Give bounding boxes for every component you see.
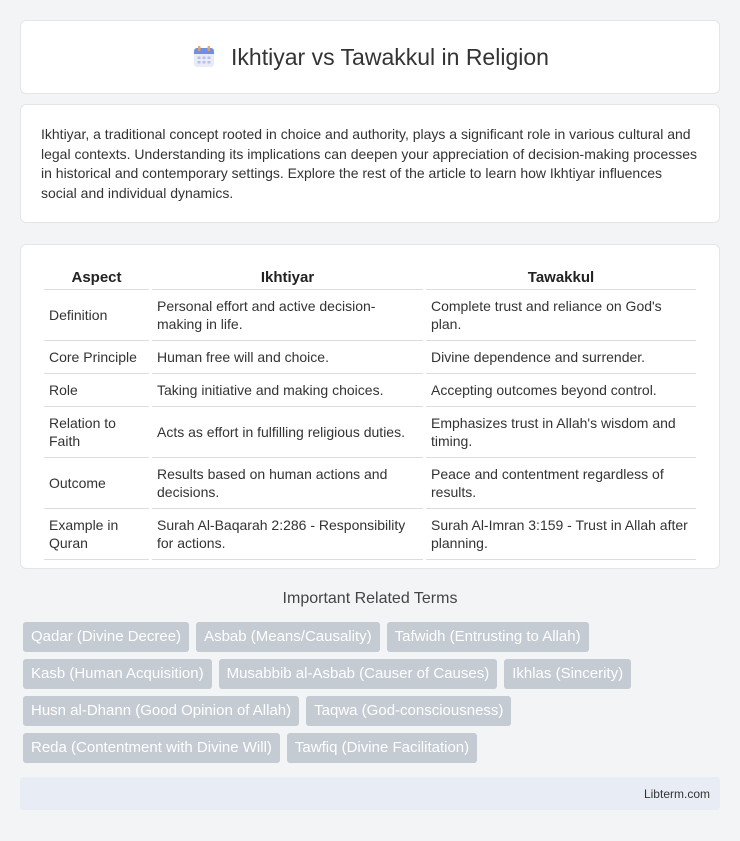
related-terms-list <box>23 622 713 763</box>
header <box>191 44 549 71</box>
cell-tawakkul: Accepting outcomes beyond control. <box>426 374 696 407</box>
cell-tawakkul: Complete trust and reliance on God's plan. <box>426 290 696 341</box>
header-card <box>20 20 720 94</box>
cell-tawakkul: Peace and contentment regardless of results. <box>426 458 696 509</box>
footer-site-link[interactable]: Libterm.com <box>643 786 710 801</box>
related-term-tag[interactable]: Qadar (Divine Decree) <box>23 622 189 652</box>
comparison-table <box>41 265 699 560</box>
cell-ikhtiyar: Personal effort and active decision-making in life. <box>152 290 423 341</box>
table-row <box>44 341 696 374</box>
related-terms-title: Important Related Terms <box>282 590 458 607</box>
related-term-tag[interactable]: Kasb (Human Acquisition) <box>23 659 212 689</box>
footer <box>20 777 720 810</box>
cell-aspect: Definition <box>44 290 149 341</box>
cell-aspect: Example in Quran <box>44 509 149 560</box>
table-row <box>44 290 696 341</box>
cell-ikhtiyar: Acts as effort in fulfilling religious duties. <box>152 407 423 458</box>
related-term-tag[interactable]: Taqwa (God-consciousness) <box>306 696 511 726</box>
cell-tawakkul: Divine dependence and surrender. <box>426 341 696 374</box>
related-term-tag[interactable]: Musabbib al-Asbab (Causer of Causes) <box>219 659 498 689</box>
related-term-tag[interactable]: Reda (Contentment with Divine Will) <box>23 733 280 763</box>
intro-card <box>20 104 720 223</box>
page-title: Ikhtiyar vs Tawakkul in Religion <box>231 43 549 70</box>
cell-tawakkul: Emphasizes trust in Allah's wisdom and timing. <box>426 407 696 458</box>
related-term-tag[interactable]: Tawfiq (Divine Facilitation) <box>287 733 477 763</box>
table-row <box>44 374 696 407</box>
table-row <box>44 509 696 560</box>
cell-aspect: Relation to Faith <box>44 407 149 458</box>
cell-aspect: Outcome <box>44 458 149 509</box>
cell-ikhtiyar: Surah Al-Baqarah 2:286 - Responsibility for actions. <box>152 509 423 560</box>
cell-tawakkul: Surah Al-Imran 3:159 - Trust in Allah after planning. <box>426 509 696 560</box>
table-row <box>44 458 696 509</box>
related-term-tag[interactable]: Ikhlas (Sincerity) <box>504 659 631 689</box>
cell-ikhtiyar: Human free will and choice. <box>152 341 423 374</box>
cell-ikhtiyar: Taking initiative and making choices. <box>152 374 423 407</box>
intro-text: Ikhtiyar, a traditional concept rooted in choice and authority, plays a significant role in various cultural and legal contexts. Understanding its implications can deepen your appreciation of decision-making processes in historical and contemporary settings. Explore the rest of the article to learn how Ikhtiyar influences social and individual dynamics. <box>41 126 698 201</box>
comparison-card <box>20 244 720 569</box>
table-header-row <box>44 265 696 290</box>
header-aspect: Aspect <box>44 265 149 290</box>
calendar-icon <box>191 44 217 70</box>
related-term-tag[interactable]: Husn al-Dhann (Good Opinion of Allah) <box>23 696 299 726</box>
cell-aspect: Role <box>44 374 149 407</box>
header-tawakkul: Tawakkul <box>426 265 696 290</box>
header-ikhtiyar: Ikhtiyar <box>152 265 423 290</box>
cell-ikhtiyar: Results based on human actions and decisions. <box>152 458 423 509</box>
related-term-tag[interactable]: Asbab (Means/Causality) <box>196 622 380 652</box>
table-row <box>44 407 696 458</box>
related-term-tag[interactable]: Tafwidh (Entrusting to Allah) <box>387 622 589 652</box>
cell-aspect: Core Principle <box>44 341 149 374</box>
